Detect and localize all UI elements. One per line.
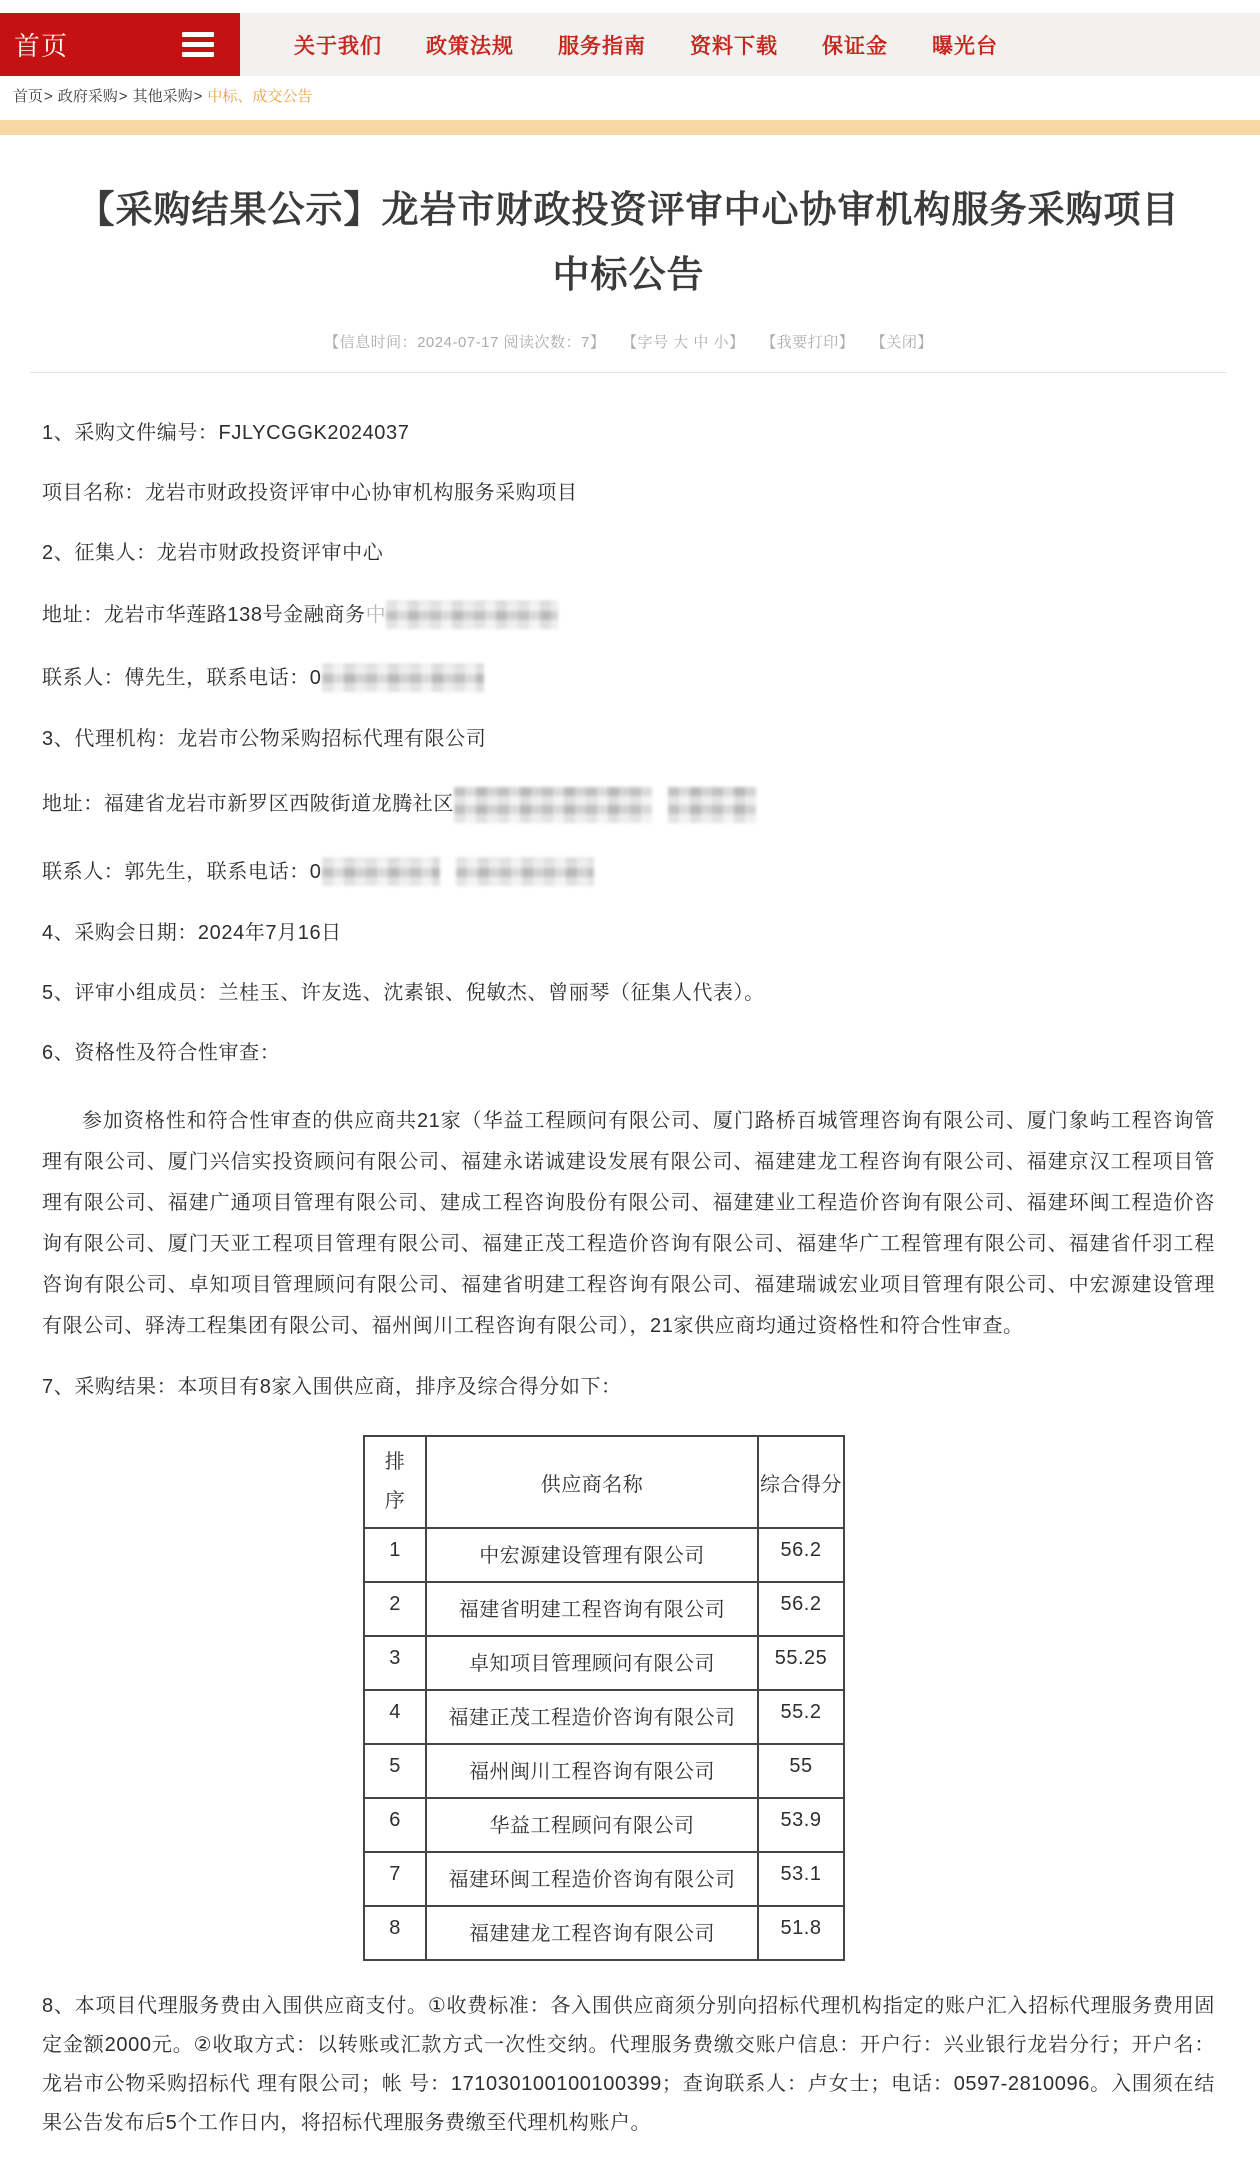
agency-address-paragraph: 地址：福建省龙岩市新罗区西陂街道龙腾社区	[42, 787, 1215, 823]
table-row	[364, 1528, 844, 1582]
table-row	[364, 1582, 844, 1636]
score-cell: 55.2	[758, 1690, 844, 1744]
page-title-line2: 中标公告	[552, 253, 705, 295]
supplier-cell: 福建环闽工程造价咨询有限公司	[426, 1852, 758, 1906]
supplier-cell: 卓知项目管理顾问有限公司	[426, 1636, 758, 1690]
redacted-phone-block	[322, 858, 440, 886]
table-header-row	[364, 1436, 844, 1528]
project-name-paragraph: 项目名称：龙岩市财政投资评审中心协审机构服务采购项目	[42, 482, 578, 505]
nav-item-deposit[interactable]: 保证金	[822, 34, 888, 58]
collector-paragraph: 2、征集人：龙岩市财政投资评审中心	[42, 542, 384, 565]
score-cell: 55	[758, 1744, 844, 1798]
rank-cell: 8	[364, 1906, 426, 1960]
meta-print-button[interactable]: 【我要打印】	[761, 334, 855, 352]
table-row	[364, 1744, 844, 1798]
section-divider-bar	[0, 120, 1260, 135]
main-menu	[240, 13, 1260, 76]
collector-contact-paragraph: 联系人：傅先生，联系电话：0	[42, 664, 1215, 692]
nav-home-button[interactable]	[0, 13, 240, 76]
redacted-phone-block	[456, 858, 594, 886]
breadcrumb-separator: >	[193, 88, 203, 105]
breadcrumb-other-procurement[interactable]: 其他采购	[132, 88, 193, 105]
supplier-cell: 福建正茂工程造价咨询有限公司	[426, 1690, 758, 1744]
top-navigation	[0, 13, 1260, 76]
rank-cell: 7	[364, 1852, 426, 1906]
doc-number-paragraph: 1、采购文件编号：FJLYCGGK2024037	[42, 422, 410, 445]
collector-address-paragraph: 地址：龙岩市华莲路138号金融商务中	[42, 601, 1215, 629]
header-supplier: 供应商名称	[426, 1436, 758, 1528]
breadcrumb-separator: >	[118, 88, 128, 105]
redacted-address-block	[668, 787, 756, 823]
header-rank: 排序	[364, 1436, 426, 1528]
score-cell: 56.2	[758, 1528, 844, 1582]
rank-cell: 1	[364, 1528, 426, 1582]
meta-info-time: 【信息时间：2024-07-17 阅读次数：7】	[324, 334, 606, 352]
review-panel-paragraph: 5、评审小组成员：兰桂玉、许友选、沈素银、倪敏杰、曾丽琴（征集人代表）。	[42, 982, 765, 1005]
qualification-review-detail: 参加资格性和符合性审查的供应商共21家（华益工程顾问有限公司、厦门路桥百城管理咨询有限公司、厦门象屿工程咨询管理有限公司、厦门兴信实投资顾问有限公司、福建永诺诚建设发展有限公司、福建建龙工程咨询有限公司、福建京汉工程项目管理有限公司、福建广通项目管理有限公司、建成工程咨询股份有限公司、福建建业工程造价咨询有限公司、福建环闽工程造价咨询有限公司、厦门天亚工程项目管理有限公司、福建正茂工程造价咨询有限公司、福建华广工程管理有限公司、福建省仟羽工程咨询有限公司、卓知项目管理顾问有限公司、福建省明建工程咨询有限公司、福建瑞诚宏业项目管理有限公司、中宏源建设管理有限公司、驿涛工程集团有限公司、福州闽川工程咨询有限公司），21家供应商均通过资格性和符合性审查。	[42, 1110, 1215, 1338]
score-cell: 51.8	[758, 1906, 844, 1960]
nav-item-service-guide[interactable]: 服务指南	[558, 34, 646, 58]
qualification-review-heading: 6、资格性及符合性审查：	[42, 1042, 281, 1065]
table-row	[364, 1636, 844, 1690]
result-table	[363, 1435, 845, 1961]
breadcrumb	[0, 76, 1260, 113]
table-row	[364, 1690, 844, 1744]
announcement-body	[42, 421, 1215, 2143]
redacted-address-block	[454, 787, 652, 823]
nav-item-exposure[interactable]: 曝光台	[932, 34, 998, 58]
meta-font-size-control[interactable]: 【字号 大 中 小】	[622, 334, 745, 352]
header-divider	[30, 372, 1227, 373]
meta-close-button[interactable]: 【关闭】	[870, 334, 933, 352]
fee-payment-paragraph: 8、本项目代理服务费由入围供应商支付。①收费标准：各入围供应商须分别向招标代理机构指定的账户汇入招标代理服务费用固定金额2000元。②收取方式：以转账或汇款方式一次性交纳。代理服务费缴交账户信息：开户行：兴业银行龙岩分行；开户名：龙岩市公物采购招标代 理有限公司；帐 号：171030100100100399；查询联系人：卢女士；电话：0597-2810096。入围须在结果公告发布后5个工作日内，将招标代理服务费缴至代理机构账户。	[42, 1995, 1215, 2135]
score-cell: 55.25	[758, 1636, 844, 1690]
score-cell: 56.2	[758, 1582, 844, 1636]
header-score: 综合得分	[758, 1436, 844, 1528]
rank-cell: 2	[364, 1582, 426, 1636]
table-row	[364, 1798, 844, 1852]
supplier-cell: 福建建龙工程咨询有限公司	[426, 1906, 758, 1960]
agency-paragraph: 3、代理机构：龙岩市公物采购招标代理有限公司	[42, 728, 487, 751]
breadcrumb-current: 中标、成交公告	[207, 88, 313, 105]
nav-item-policies[interactable]: 政策法规	[426, 34, 514, 58]
article-meta	[42, 331, 1215, 352]
partially-redacted-char: 中	[365, 604, 387, 627]
score-cell: 53.1	[758, 1852, 844, 1906]
breadcrumb-gov-procurement[interactable]: 政府采购	[57, 88, 118, 105]
nav-home-label: 首页	[14, 31, 69, 61]
page-title	[42, 190, 1215, 295]
rank-cell: 6	[364, 1798, 426, 1852]
meeting-date-paragraph: 4、采购会日期：2024年7月16日	[42, 922, 342, 945]
rank-cell: 5	[364, 1744, 426, 1798]
supplier-cell: 华益工程顾问有限公司	[426, 1798, 758, 1852]
hamburger-menu-icon[interactable]	[182, 32, 214, 57]
rank-cell: 3	[364, 1636, 426, 1690]
score-cell: 53.9	[758, 1798, 844, 1852]
nav-item-about[interactable]: 关于我们	[294, 34, 382, 58]
table-row	[364, 1852, 844, 1906]
agency-contact-paragraph: 联系人：郭先生，联系电话：0	[42, 858, 1215, 886]
table-row	[364, 1906, 844, 1960]
redacted-address-block	[386, 601, 558, 629]
rank-cell: 4	[364, 1690, 426, 1744]
result-heading: 7、采购结果：本项目有8家入围供应商，排序及综合得分如下：	[42, 1376, 622, 1399]
breadcrumb-home[interactable]: 首页	[13, 88, 44, 105]
redacted-phone-block	[322, 664, 484, 692]
supplier-cell: 中宏源建设管理有限公司	[426, 1528, 758, 1582]
page-title-line1: 【采购结果公示】龙岩市财政投资评审中心协审机构服务采购项目	[77, 189, 1180, 230]
nav-item-downloads[interactable]: 资料下载	[690, 34, 778, 58]
breadcrumb-separator: >	[44, 88, 53, 105]
announcement-content	[0, 135, 1260, 2183]
supplier-cell: 福州闽川工程咨询有限公司	[426, 1744, 758, 1798]
supplier-cell: 福建省明建工程咨询有限公司	[426, 1582, 758, 1636]
